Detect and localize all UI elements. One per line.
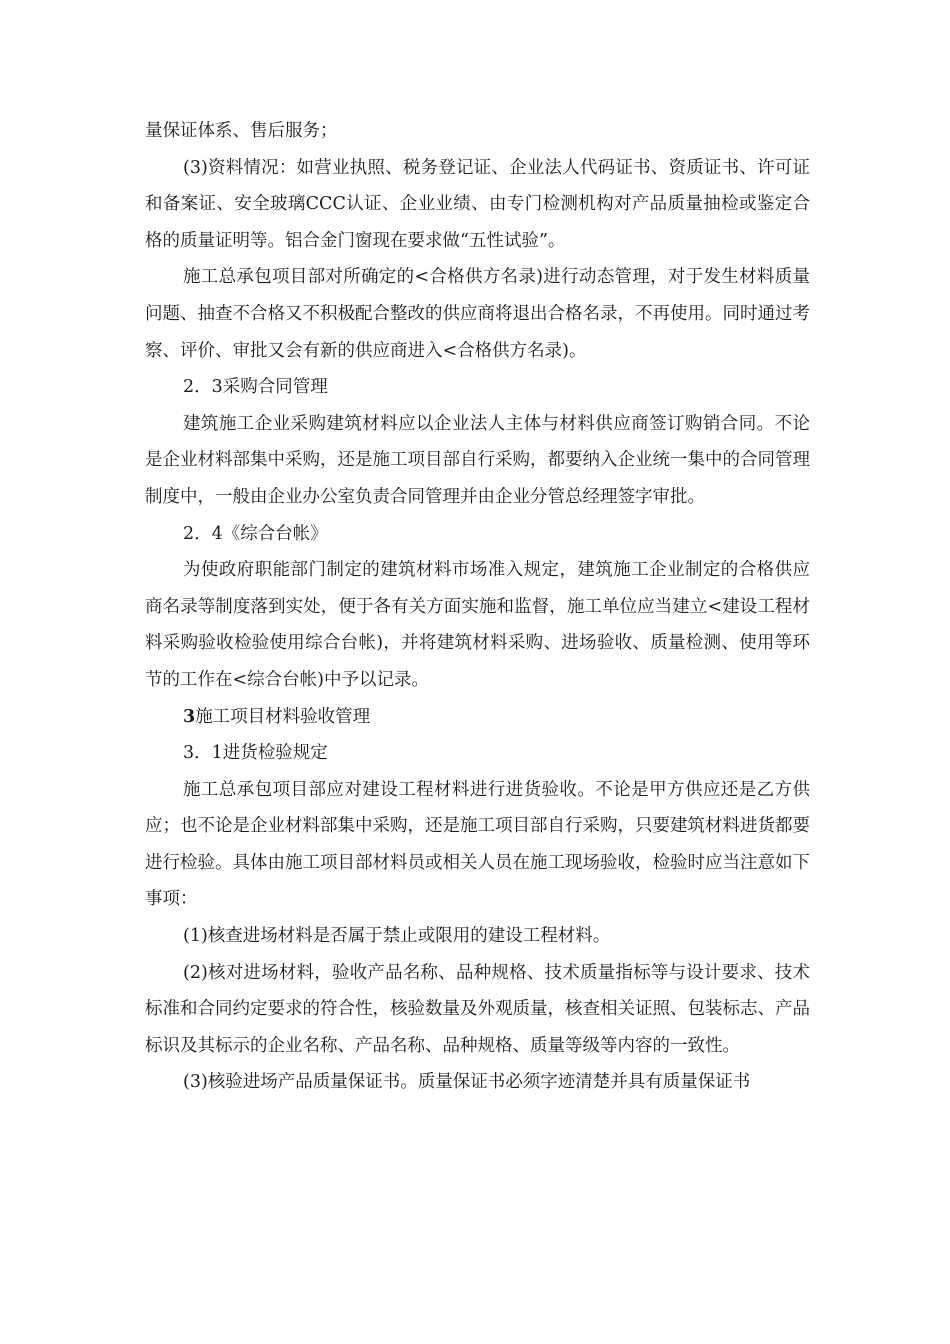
paragraph-1: 量保证体系、售后服务； bbox=[145, 121, 338, 141]
section-heading-3-1: 3．1进货检验规定 bbox=[183, 743, 328, 764]
paragraph-3: 施工总承包项目部对所确定的<合格供方名录)进行动态管理，对于发生材料质量问题、抽查不合格又不积极配合整改的供应商将退出合格名录，不再使用。同时通过考察、评价、审批又会有新的供应商进入<合格供方名录)。 bbox=[145, 267, 810, 361]
list-item-2: (2)核对进场材料，验收产品名称、品种规格、技术质量指标等与设计要求、技术标准和合同约定要求的符合性，核验数量及外观质量，核查相关证照、包装标志、产品标识及其标示的企业名称、产品名称、品种规格、质量等级等内容的一致性。 bbox=[145, 962, 810, 1056]
document-body bbox=[145, 113, 810, 1101]
paragraph-2: (3)资料情况：如营业执照、税务登记证、企业法人代码证书、资质证书、许可证和备案证、安全玻璃CCC认证、企业业绩、由专门检测机构对产品质量抽检或鉴定合格的质量证明等。铝合金门窗现在要求做“五性试验”。 bbox=[145, 157, 810, 251]
list-item-3: (3)核验进场产品质量保证书。质量保证书必须字迹清楚并具有质量保证书 bbox=[183, 1072, 751, 1093]
section-number: 3 bbox=[183, 706, 196, 727]
list-item-1: (1)核查进场材料是否属于禁止或限用的建设工程材料。 bbox=[183, 926, 611, 947]
section-heading-3 bbox=[145, 699, 810, 736]
section-heading-2-4: 2．4《综合台帐》 bbox=[183, 523, 328, 544]
section-heading-2-3: 2．3采购合同管理 bbox=[183, 377, 328, 398]
paragraph-6: 施工总承包项目部应对建设工程材料进行进货验收。不论是甲方供应还是乙方供应；也不论是企业材料部集中采购，还是施工项目部自行采购，只要建筑材料进货都要进行检验。具体由施工项目部材料员或相关人员在施工现场验收，检验时应当注意如下事项： bbox=[145, 779, 810, 910]
paragraph-5: 为使政府职能部门制定的建筑材料市场准入规定，建筑施工企业制定的合格供应商名录等制度落到实处，便于各有关方面实施和监督，施工单位应当建立<建设工程材料采购验收检验使用综合台帐)，并将建筑材料采购、进场验收、质量检测、使用等环节的工作在<综合台帐)中予以记录。 bbox=[145, 560, 810, 690]
paragraph-4: 建筑施工企业采购建筑材料应以企业法人主体与材料供应商签订购销合同。不论是企业材料部集中采购，还是施工项目部自行采购，都要纳入企业统一集中的合同管理制度中，一般由企业办公室负责合同管理并由企业分管总经理签字审批。 bbox=[145, 413, 810, 507]
section-title: 施工项目材料验收管理 bbox=[195, 706, 371, 727]
